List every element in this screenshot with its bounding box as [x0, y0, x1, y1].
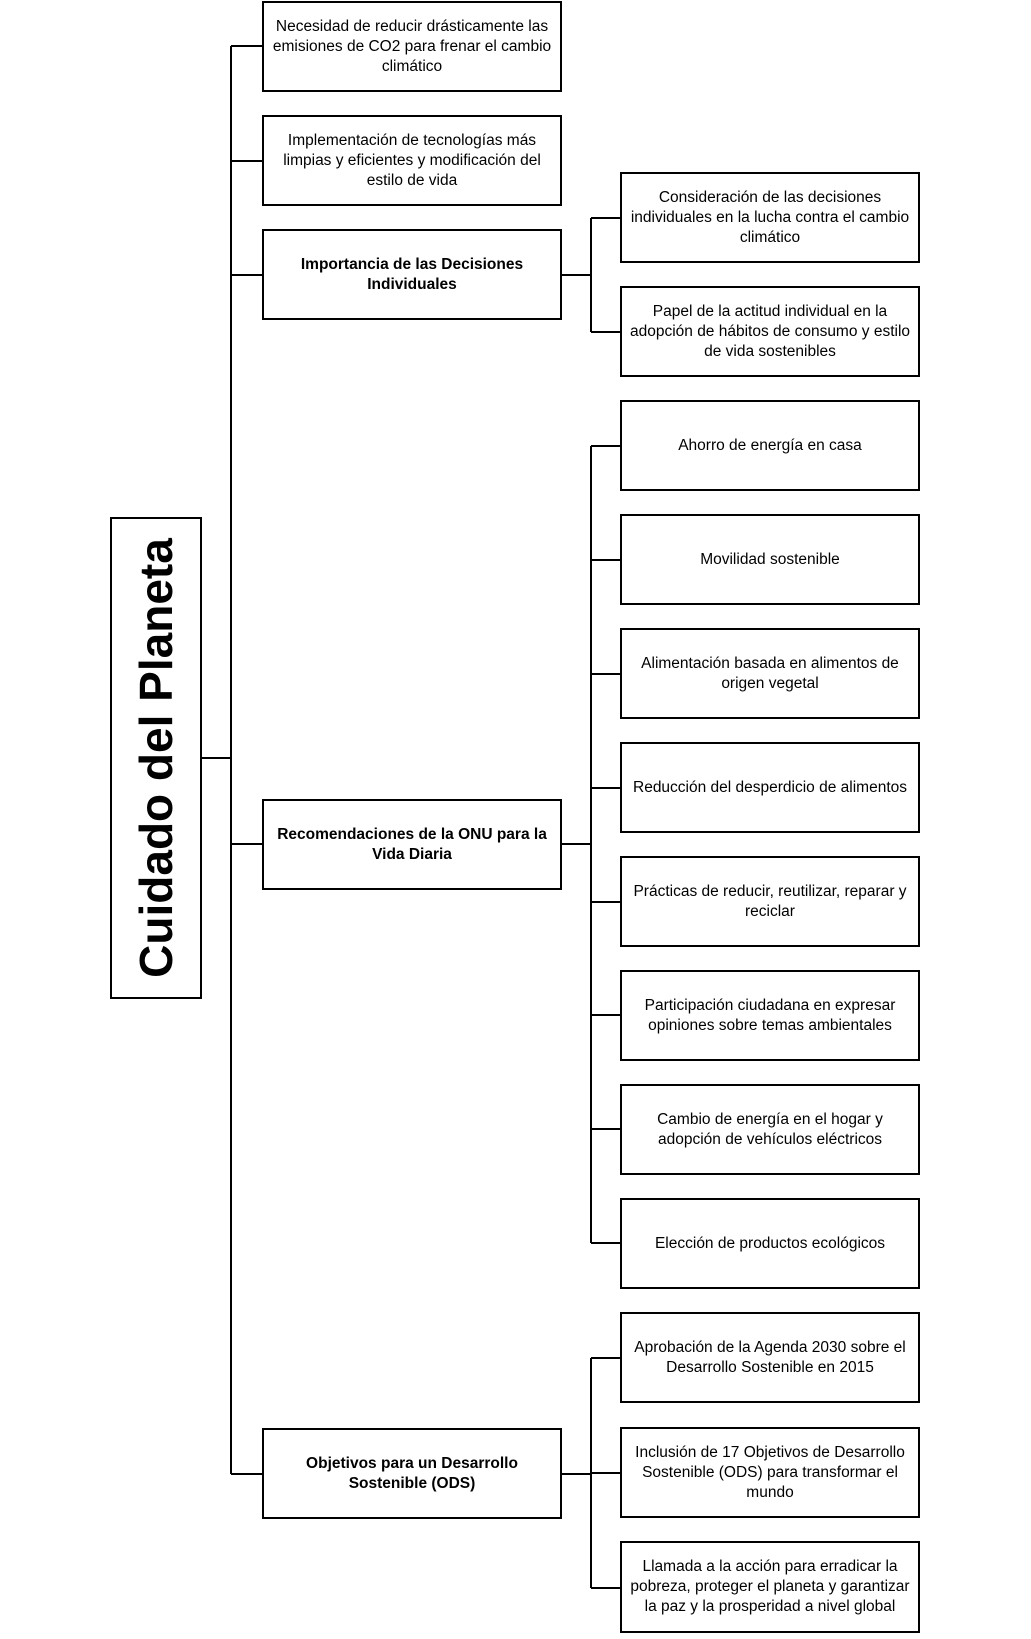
- node-label: Recomendaciones de la ONU para la Vida Diaria: [277, 825, 547, 863]
- node-label: Implementación de tecnologías más limpias y eficientes y modificación del estilo de vida: [283, 131, 541, 189]
- node-label: Movilidad sostenible: [700, 550, 840, 568]
- node-label: Inclusión de 17 Objetivos de Desarrollo Sostenible (ODS) para transformar el mundo: [635, 1443, 905, 1501]
- node-agenda-2030: [620, 1312, 920, 1403]
- node-reciclar: [620, 856, 920, 947]
- node-label: Papel de la actitud individual en la adopción de hábitos de consumo y estilo de vida sostenibles: [629, 302, 911, 360]
- node-llamada-accion: [620, 1541, 920, 1633]
- node-participacion-ciudadana: [620, 970, 920, 1061]
- node-decisiones-individuales: [262, 229, 562, 320]
- node-label: Importancia de las Decisiones Individuales: [300, 255, 524, 293]
- node-label: Participación ciudadana en expresar opiniones sobre temas ambientales: [644, 996, 896, 1034]
- node-ahorro-energia: [620, 400, 920, 491]
- root-title: Cuidado del Planeta: [130, 538, 182, 978]
- node-label: Elección de productos ecológicos: [654, 1234, 886, 1252]
- node-desperdicio-alimentos: [620, 742, 920, 833]
- node-label: Prácticas de reducir, reutilizar, reparar y reciclar: [633, 882, 907, 920]
- node-label: Ahorro de energía en casa: [678, 436, 862, 454]
- node-17-objetivos: [620, 1427, 920, 1518]
- root-node: [110, 517, 202, 999]
- node-label: Objetivos para un Desarrollo Sostenible (ODS): [306, 1454, 518, 1492]
- node-label: Necesidad de reducir drásticamente las emisiones de CO2 para frenar el cambio climático: [272, 17, 552, 75]
- node-actitud-individual: [620, 286, 920, 377]
- node-decisiones-lucha: [620, 172, 920, 263]
- node-tecnologias-limpias: [262, 115, 562, 206]
- node-movilidad-sostenible: [620, 514, 920, 605]
- node-productos-ecologicos: [620, 1198, 920, 1289]
- node-reducir-emisiones: [262, 1, 562, 92]
- node-recomendaciones-onu: [262, 799, 562, 890]
- node-label: Reducción del desperdicio de alimentos: [633, 778, 907, 796]
- node-alimentacion-vegetal: [620, 628, 920, 719]
- node-label: Consideración de las decisiones individuales en la lucha contra el cambio climático: [630, 188, 910, 246]
- node-objetivos-ods: [262, 1428, 562, 1519]
- node-label: Llamada a la acción para erradicar la pobreza, proteger el planeta y garantizar la paz y la prosperidad a nivel global: [630, 1558, 910, 1615]
- node-vehiculos-electricos: [620, 1084, 920, 1175]
- node-label: Alimentación basada en alimentos de origen vegetal: [641, 654, 899, 692]
- node-label: Aprobación de la Agenda 2030 sobre el Desarrollo Sostenible en 2015: [634, 1338, 906, 1376]
- node-label: Cambio de energía en el hogar y adopción de vehículos eléctricos: [657, 1110, 883, 1148]
